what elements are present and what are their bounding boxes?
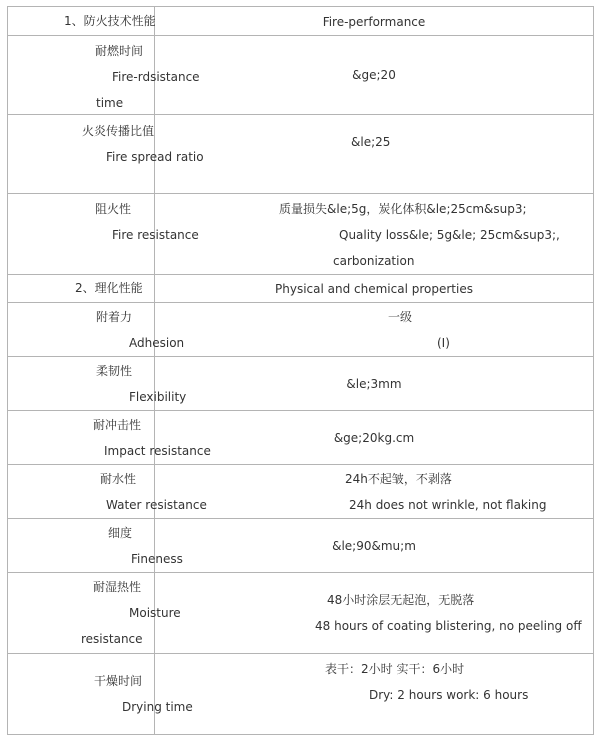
value-text: &le;25 — [351, 135, 391, 149]
property-label-zh: 耐冲击性 — [93, 418, 142, 432]
property-label-en: Fire resistance — [112, 228, 199, 242]
property-label-zh: 耐湿热性 — [93, 580, 142, 594]
table-row — [8, 654, 594, 735]
property-label-zh: 干燥时间 — [94, 674, 143, 688]
value-text: (I) — [437, 336, 450, 350]
value-cell — [155, 465, 594, 519]
property-label-en: Fire spread ratio — [106, 150, 204, 164]
value-cell — [155, 115, 594, 194]
value-cell — [155, 303, 594, 357]
spec-table — [7, 6, 594, 735]
property-cell — [8, 357, 187, 411]
property-label-en: Impact resistance — [104, 444, 211, 458]
property-label-en: Fire-rdsistance — [112, 70, 200, 84]
value-text: Quality loss&le; 5g&le; 25cm&sup3;, — [339, 228, 560, 242]
value-text: 48 hours of coating blistering, no peeling off — [315, 619, 582, 633]
property-label-zh: 耐水性 — [100, 472, 137, 486]
table-row — [8, 115, 594, 194]
property-label-en: resistance — [81, 632, 143, 646]
value-cell — [155, 519, 594, 573]
property-label-en: Drying time — [122, 700, 193, 714]
value-text: Physical and chemical properties — [275, 281, 473, 296]
property-label-zh: 火炎传播比值 — [82, 124, 155, 138]
value-text: &ge;20kg.cm — [333, 430, 415, 445]
value-text: 表干：2小时 实干：6小时 — [325, 662, 465, 676]
property-cell — [8, 519, 183, 573]
property-label-zh: 阻火性 — [95, 202, 132, 216]
property-label-zh: 2、理化性能 — [75, 281, 143, 295]
table-row — [8, 7, 594, 36]
property-cell — [8, 654, 193, 735]
table-row — [8, 519, 594, 573]
property-label-zh: 附着力 — [96, 310, 133, 324]
value-text: 质量损失&le;5g，炭化体积&le;25cm&sup3; — [279, 202, 527, 216]
property-label-en: Adhesion — [129, 336, 185, 350]
table-row — [8, 465, 594, 519]
property-cell — [8, 275, 155, 303]
value-text: Dry: 2 hours work: 6 hours — [369, 688, 529, 702]
value-cell — [155, 7, 594, 36]
property-label-en: Moisture — [129, 606, 181, 620]
table-row — [8, 357, 594, 411]
property-cell — [8, 465, 207, 519]
property-cell — [8, 411, 211, 465]
value-text: 48小时涂层无起泡，无脱落 — [327, 593, 475, 607]
value-text: &le;90&mu;m — [332, 538, 416, 553]
property-label-zh: 细度 — [108, 526, 133, 540]
table-row — [8, 275, 594, 303]
property-label-en: time — [96, 96, 124, 110]
value-cell — [155, 573, 594, 654]
value-text: Fire-performance — [322, 14, 426, 29]
property-label-zh: 柔韧性 — [96, 364, 133, 378]
value-text: 一级 — [388, 310, 413, 324]
value-cell — [155, 275, 594, 303]
property-cell — [8, 7, 155, 36]
property-cell — [8, 115, 204, 194]
value-text: &ge;20 — [352, 68, 396, 82]
value-cell — [155, 357, 594, 411]
property-label-zh: 耐燃时间 — [95, 44, 144, 58]
value-text: 24h does not wrinkle, not flaking — [349, 498, 547, 512]
property-cell — [8, 194, 199, 275]
value-text: carbonization — [333, 254, 415, 268]
table-row — [8, 194, 594, 275]
property-cell — [8, 303, 185, 357]
value-text: 24h不起皱，不剥落 — [345, 472, 452, 486]
value-text: &le;3mm — [346, 376, 402, 391]
property-label-en: Flexibility — [129, 390, 187, 404]
table-row — [8, 573, 594, 654]
property-label-zh: 1、防火技术性能 — [64, 14, 156, 28]
property-label-en: Fineness — [131, 552, 183, 566]
value-cell — [155, 36, 594, 115]
property-cell — [8, 36, 200, 115]
table-row — [8, 303, 594, 357]
property-cell — [8, 573, 181, 654]
value-cell — [155, 411, 594, 465]
value-cell — [155, 194, 594, 275]
table-row — [8, 36, 594, 115]
value-cell — [155, 654, 594, 735]
table-row — [8, 411, 594, 465]
property-label-en: Water resistance — [106, 498, 207, 512]
